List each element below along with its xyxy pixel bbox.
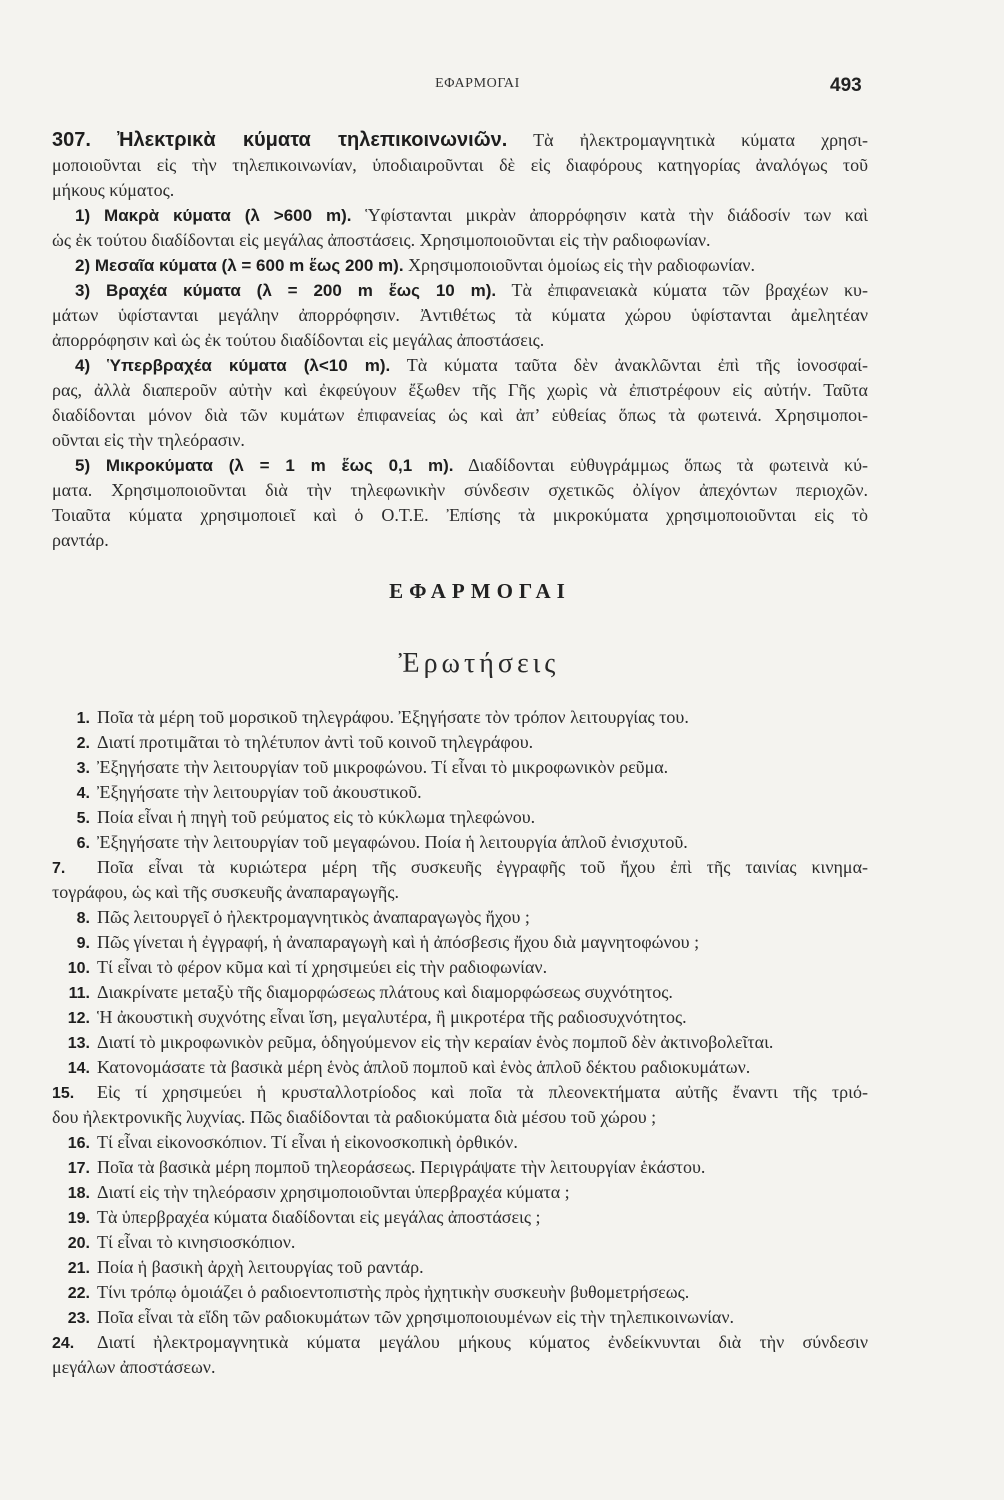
page-number: 493 <box>830 75 862 96</box>
wave-category-text: Διαδίδονται εὐθυγράμμως ὅπως τὰ φωτεινὰ κύ- <box>468 455 868 475</box>
questions-list <box>52 705 868 1380</box>
wave-category-line: ρας, ἀλλὰ διαπεροῦν αὐτὴν καὶ ἐκφεύγουν ἔξωθεν τῆς Γῆς χωρὶς νὰ ἐπιστρέφουν εἰς αὐτήν. Ταῦτα <box>52 380 868 400</box>
question-number: 19. <box>67 1210 90 1227</box>
question-number: 16. <box>67 1135 90 1152</box>
wave-category-text: Χρησιμοποιοῦνται ὁμοίως εἰς τὴν ραδιοφωνίαν. <box>408 255 755 275</box>
question-text: Ἐξηγήσατε τὴν λειτουργίαν τοῦ ἀκουστικοῦ. <box>97 782 422 802</box>
question-text: Τίνι τρόπῳ ὁμοιάζει ὁ ραδιοεντοπιστὴς πρὸς ἠχητικὴν συσκευὴν βυθομετρήσεως. <box>97 1282 690 1302</box>
section-number: 307. <box>52 129 91 151</box>
question-number: 22. <box>67 1285 90 1302</box>
question-text: Διατί προτιμᾶται τὸ τηλέτυπον ἀντὶ τοῦ κοινοῦ τηλεγράφου. <box>97 732 534 752</box>
wave-category-line: μάτων ὑφίστανται μεγάλην ἀπορρόφησιν. Ἀντιθέτως τὰ κύματα χώρου ὑφίστανται ἀμελητέαν <box>52 305 868 325</box>
wave-category-ultrashort <box>52 353 868 378</box>
question-text: Τὰ ὑπερβραχέα κύματα διαδίδονται εἰς μεγάλας ἀποστάσεις ; <box>97 1207 541 1227</box>
section-heading-line <box>52 128 868 153</box>
wave-category-label: 3) Βραχέα κύματα (λ = 200 m ἕως 10 m). <box>75 281 497 300</box>
question-text: Διακρίνατε μεταξὺ τῆς διαμορφώσεως πλάτους καὶ διαμορφώσεως συχνότητος. <box>97 982 673 1002</box>
question-text: Ποῖα εἶναι τὰ εἴδη τῶν ραδιοκυμάτων τῶν χρησιμοποιουμένων εἰς τὴν τηλεπικοινωνίαν. <box>97 1307 734 1327</box>
question-number: 11. <box>68 985 90 1002</box>
question-text: Τί εἶναι τὸ κινησιοσκόπιον. <box>97 1232 296 1252</box>
question-text: Ποῖα τὰ μέρη τοῦ μορσικοῦ τηλεγράφου. Ἐξηγήσατε τὸν τρόπον λειτουργίας του. <box>97 707 689 727</box>
question-number: 6. <box>76 835 90 852</box>
wave-category-text: Τὰ κύματα ταῦτα δὲν ἀνακλῶνται ἐπὶ τῆς ἰονοσφαί- <box>406 355 868 375</box>
wave-category-label: 1) Μακρὰ κύματα (λ >600 m). <box>75 206 352 225</box>
running-head: ΕΦΑΡΜΟΓΑΙ <box>435 76 520 91</box>
question-number: 7. <box>52 860 66 877</box>
question-continuation: τογράφου, ὡς καὶ τῆς συσκευῆς ἀναπαραγωγῆς. <box>52 882 399 902</box>
wave-category-label: 2) Μεσαῖα κύματα (λ = 600 m ἕως 200 m). <box>75 256 404 275</box>
question-number: 13. <box>67 1035 90 1052</box>
wave-category-text: Ὑφίστανται μικρὰν ἀπορρόφησιν κατὰ τὴν διάδοσίν των καὶ <box>365 205 868 225</box>
question-8 <box>52 905 868 930</box>
question-7 <box>52 855 868 880</box>
section-intro-line: μοποιοῦνται εἰς τὴν τηλεπικοινωνίαν, ὑποδιαιροῦνται δὲ εἰς διαφόρους κατηγορίας ἀναλόγως τοῦ <box>52 155 868 175</box>
wave-category-medium <box>52 253 868 278</box>
question-text: Τί εἶναι εἰκονοσκόπιον. Τί εἶναι ἡ εἰκονοσκοπικὴ ὀρθικόν. <box>97 1132 518 1152</box>
question-11 <box>52 980 868 1005</box>
wave-category-line: οῦνται εἰς τὴν τηλεόρασιν. <box>52 430 245 450</box>
question-text: Κατονομάσατε τὰ βασικὰ μέρη ἑνὸς ἁπλοῦ πομποῦ καὶ ἑνὸς ἁπλοῦ δέκτου ραδιοκυμάτων. <box>97 1057 751 1077</box>
question-text: Εἰς τί χρησιμεύει ἡ κρυσταλλοτρίοδος καὶ ποῖα τὰ πλεονεκτήματα αὐτῆς ἔναντι τῆς τριό- <box>97 1082 868 1102</box>
question-text: Ποῖα εἶναι τὰ κυριώτερα μέρη τῆς συσκευῆς ἐγγραφῆς τοῦ ἤχου ἐπὶ τῆς ταινίας κινημα- <box>97 857 868 877</box>
question-10 <box>52 955 868 980</box>
question-number: 15. <box>52 1085 75 1102</box>
question-1 <box>52 705 868 730</box>
question-13 <box>52 1030 868 1055</box>
wave-category-microwave <box>52 453 868 478</box>
question-text: Πῶς λειτουργεῖ ὁ ἠλεκτρομαγνητικὸς ἀναπαραγωγὸς ἤχου ; <box>97 907 530 927</box>
wave-category-text: Τὰ ἐπιφανειακὰ κύματα τῶν βραχέων κυ- <box>511 280 868 300</box>
question-text: Πῶς γίνεται ἡ ἐγγραφή, ἡ ἀναπαραγωγὴ καὶ ἡ ἀπόσβεσις ἤχου διὰ μαγνητοφώνου ; <box>97 932 700 952</box>
question-text: Διατί εἰς τὴν τηλεόρασιν χρησιμοποιοῦνται ὑπερβραχέα κύματα ; <box>97 1182 570 1202</box>
question-4 <box>52 780 868 805</box>
section-intro-line: μήκους κύματος. <box>52 180 175 200</box>
question-number: 17. <box>67 1160 90 1177</box>
question-text: Ποῖα τὰ βασικὰ μέρη πομποῦ τηλεοράσεως. Περιγράψατε τὴν λειτουργίαν ἑκάστου. <box>97 1157 706 1177</box>
question-19 <box>52 1205 868 1230</box>
question-number: 24. <box>52 1335 75 1352</box>
applications-heading: ΕΦΑΡΜΟΓΑΙ <box>389 579 571 603</box>
question-22 <box>52 1280 868 1305</box>
question-6 <box>52 830 868 855</box>
question-text: Ποία εἶναι ἡ πηγὴ τοῦ ρεύματος εἰς τὸ κύκλωμα τηλεφώνου. <box>97 807 536 827</box>
question-continuation: μεγάλων ἀποστάσεων. <box>52 1357 216 1377</box>
question-number: 3. <box>76 760 90 777</box>
question-2 <box>52 730 868 755</box>
question-number: 1. <box>76 710 90 727</box>
wave-category-line: ὡς ἐκ τούτου διαδίδονται εἰς μεγάλας ἀποστάσεις. Χρησιμοποιοῦνται εἰς τὴν ραδιοφωνίαν. <box>52 230 711 250</box>
question-17 <box>52 1155 868 1180</box>
wave-category-long <box>52 203 868 228</box>
wave-category-line: διαδίδονται μόνον διὰ τῶν κυμάτων ἐπιφανείας ὡς καὶ ἀπ’ εὐθείας ὅπως τὰ φωτεινά. Χρησιμοποι- <box>52 405 868 425</box>
questions-heading: Ἐρωτήσεις <box>398 648 560 679</box>
question-9 <box>52 930 868 955</box>
question-18 <box>52 1180 868 1205</box>
question-24 <box>52 1330 868 1355</box>
question-14 <box>52 1055 868 1080</box>
question-number: 5. <box>76 810 90 827</box>
question-15 <box>52 1080 868 1105</box>
question-16 <box>52 1130 868 1155</box>
question-text: Διατί ἠλεκτρομαγνητικὰ κύματα μεγάλου μήκους κύματος ἐνδείκνυνται διὰ τὴν σύνδεσιν <box>97 1332 868 1352</box>
question-12 <box>52 1005 868 1030</box>
wave-category-line: ματα. Χρησιμοποιοῦνται διὰ τὴν τηλεφωνικὴν σύνδεσιν σχετικῶς ὀλίγον ἀπεχόντων περιοχῶν. <box>52 480 868 500</box>
question-text: Ἐξηγήσατε τὴν λειτουργίαν τοῦ μεγαφώνου. Ποία ἡ λειτουργία ἁπλοῦ ἐνισχυτοῦ. <box>97 832 688 852</box>
question-23 <box>52 1305 868 1330</box>
wave-category-short <box>52 278 868 303</box>
section-intro-text: Τὰ ἠλεκτρομαγνητικὰ κύματα χρησι- <box>533 130 869 150</box>
question-20 <box>52 1230 868 1255</box>
section-title: Ἠλεκτρικὰ κύματα τηλεπικοινωνιῶν. <box>117 129 508 151</box>
question-number: 9. <box>76 935 90 952</box>
question-number: 2. <box>76 735 90 752</box>
section-307 <box>52 128 868 553</box>
question-continuation: δου ἠλεκτρονικῆς λυχνίας. Πῶς διαδίδονται τὰ ραδιοκύματα διὰ μέσου τοῦ χώρου ; <box>52 1107 657 1127</box>
question-text: Ποία ἡ βασικὴ ἀρχὴ λειτουργίας τοῦ ραντάρ. <box>97 1257 424 1277</box>
question-number: 10. <box>67 960 90 977</box>
question-number: 14. <box>67 1060 90 1077</box>
question-text: Ἡ ἀκουστικὴ συχνότης εἶναι ἴση, μεγαλυτέρα, ἢ μικροτέρα τῆς ραδιοσυχνότητος. <box>97 1007 687 1027</box>
question-5 <box>52 805 868 830</box>
question-text: Διατί τὸ μικροφωνικὸν ρεῦμα, ὁδηγούμενον εἰς τὴν κεραίαν ἑνὸς πομποῦ δὲν ἀκτινοβολεῖται. <box>97 1032 774 1052</box>
wave-category-line: ραντάρ. <box>52 530 109 550</box>
wave-category-line: Τοιαῦτα κύματα χρησιμοποιεῖ καὶ ὁ Ο.Τ.Ε. Ἐπίσης τὰ μικροκύματα χρησιμοποιοῦνται εἰς τὸ <box>52 505 868 525</box>
question-number: 4. <box>76 785 90 802</box>
question-text: Ἐξηγήσατε τὴν λειτουργίαν τοῦ μικροφώνου. Τί εἶναι τὸ μικροφωνικὸν ρεῦμα. <box>97 757 669 777</box>
question-number: 18. <box>67 1185 90 1202</box>
wave-category-label: 5) Μικροκύματα (λ = 1 m ἕως 0,1 m). <box>75 456 454 475</box>
question-number: 23. <box>67 1310 90 1327</box>
question-number: 8. <box>76 910 90 927</box>
question-number: 21. <box>67 1260 90 1277</box>
wave-category-line: ἀπορρόφησιν καὶ ὡς ἐκ τούτου διαδίδονται εἰς μεγάλας ἀποστάσεις. <box>52 330 545 350</box>
question-3 <box>52 755 868 780</box>
question-text: Τί εἶναι τὸ φέρον κῦμα καὶ τί χρησιμεύει εἰς τὴν ραδιοφωνίαν. <box>97 957 548 977</box>
question-number: 20. <box>67 1235 90 1252</box>
question-number: 12. <box>67 1010 90 1027</box>
question-21 <box>52 1255 868 1280</box>
wave-category-label: 4) Ὑπερβραχέα κύματα (λ<10 m). <box>75 356 391 375</box>
